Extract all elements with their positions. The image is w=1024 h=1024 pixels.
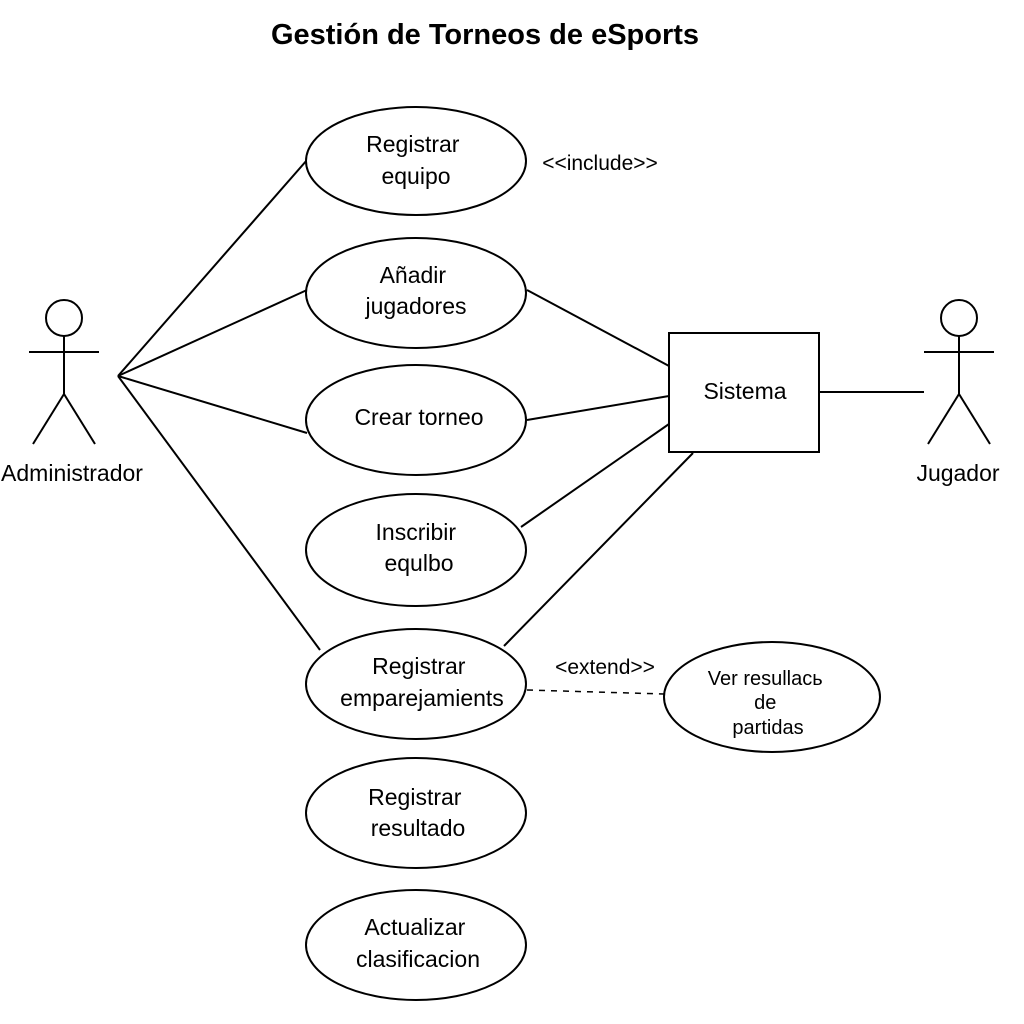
- include-stereotype: <<include>>: [542, 152, 658, 175]
- uc-label-line: Añadir: [379, 262, 447, 288]
- use-case-actualizar-clasificacion: [306, 890, 526, 1000]
- actor-admin-left-leg: [33, 394, 64, 444]
- uc-label-line: Registrar: [372, 653, 466, 679]
- uc-label-line: clasificacion: [356, 946, 480, 972]
- use-case-registrar-resultado-ellipse: [306, 758, 526, 868]
- use-case-registrar-emparejamientos-ellipse: [306, 629, 526, 739]
- uc-label-line: emparejamients: [340, 685, 504, 711]
- actor-admin-right-leg: [64, 394, 95, 444]
- uc-label-line: Registrar: [368, 784, 462, 810]
- actor-admin-label: Administrador: [1, 460, 143, 486]
- assoc-admin-registrar-emparejamientos: [118, 376, 320, 650]
- use-case-registrar-resultado: [306, 758, 526, 868]
- uc-label-line: equlbo: [384, 550, 454, 576]
- use-case-crear-torneo: [306, 365, 526, 475]
- assoc-anadir-sistema: [527, 290, 669, 366]
- assoc-admin-crear-torneo: [118, 376, 307, 433]
- assoc-admin-registrar-equipo: [118, 160, 307, 376]
- use-case-registrar-equipo-ellipse: [306, 107, 526, 215]
- use-case-actualizar-clasificacion-ellipse: [306, 890, 526, 1000]
- assoc-inscribir-sistema: [521, 424, 669, 527]
- uc-label-line: jugadores: [365, 293, 467, 319]
- use-case-registrar-equipo: [306, 107, 526, 215]
- uc-label-line: Inscribir: [375, 519, 457, 545]
- uc-label-line: equipo: [381, 163, 451, 189]
- assoc-emparejamientos-sistema: [504, 453, 693, 646]
- uc-label-line: de: [754, 692, 777, 714]
- extend-stereotype: <extend>>: [555, 656, 655, 679]
- admin-associations: [118, 160, 320, 650]
- actor-jugador: [916, 300, 999, 486]
- uc-label-line: Actualizar: [364, 914, 466, 940]
- uc-label-line: resultado: [370, 815, 466, 841]
- actor-player-left-leg: [928, 394, 959, 444]
- assoc-crear-sistema: [527, 396, 669, 420]
- assoc-admin-anadir-jugadores: [118, 290, 307, 376]
- actor-player-label: Jugador: [916, 460, 1000, 486]
- uc-label-line: partidas: [732, 717, 804, 739]
- sistema-label: Sistema: [703, 378, 787, 404]
- use-case-ver-resultados: [664, 642, 880, 752]
- uc-label-line: Registrar: [366, 131, 460, 157]
- use-case-crear-torneo-label: [354, 404, 483, 430]
- diagram-title: Gestión de Torneos de eSports: [270, 19, 700, 51]
- uc-label-line: Crear torneo: [354, 404, 484, 430]
- actor-administrador: [1, 300, 143, 486]
- actor-player-right-leg: [959, 394, 990, 444]
- actor-player-head: [941, 300, 977, 336]
- actor-admin-head: [46, 300, 82, 336]
- sistema-box: [669, 333, 819, 452]
- use-case-anadir-jugadores: [306, 238, 526, 348]
- extend-dashed-line: [527, 690, 664, 694]
- use-case-inscribir-equipo: [306, 494, 526, 606]
- use-case-registrar-emparejamientos: [306, 629, 526, 739]
- uc-label-line: Ver resullacь: [707, 668, 823, 690]
